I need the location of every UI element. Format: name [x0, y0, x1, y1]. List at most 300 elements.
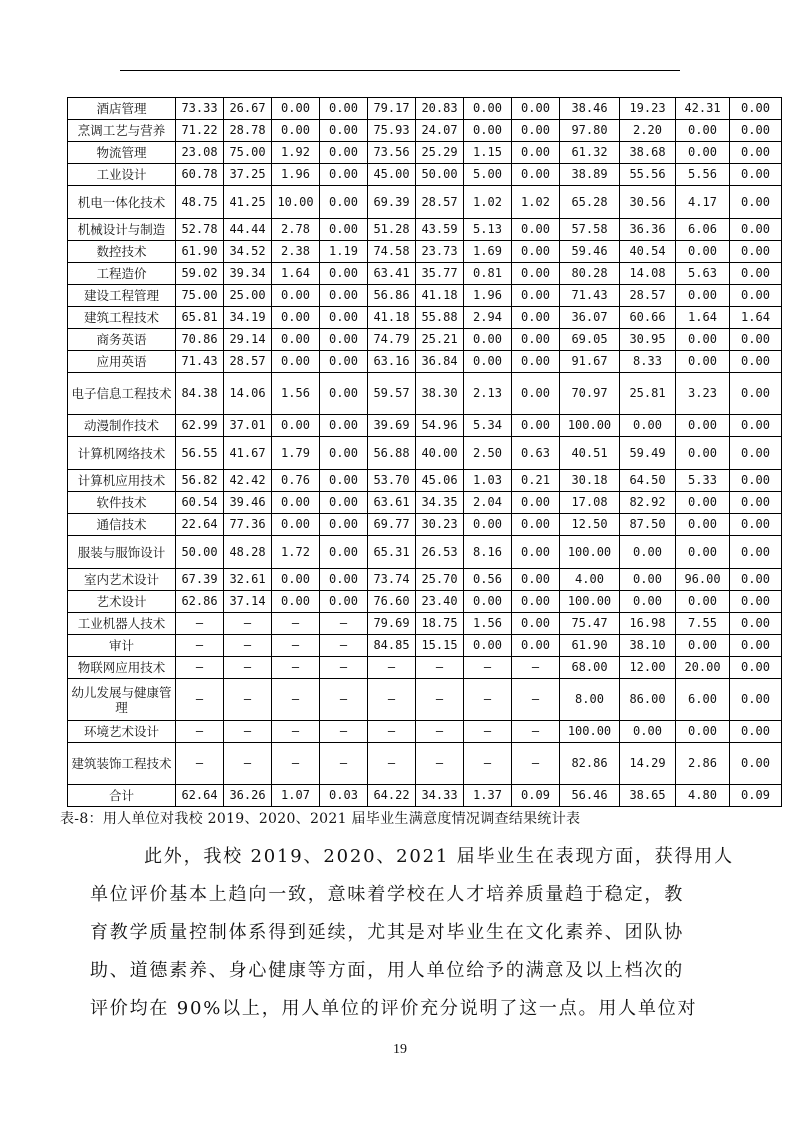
value-cell: 84.85 [368, 635, 416, 657]
value-cell: – [416, 721, 464, 743]
value-cell: 0.00 [464, 329, 512, 351]
table-row [68, 307, 782, 329]
value-cell: 0.00 [676, 142, 730, 164]
major-cell: 通信技术 [68, 514, 176, 536]
value-cell: 0.00 [676, 120, 730, 142]
table-row [68, 437, 782, 470]
value-cell: 0.00 [676, 285, 730, 307]
value-cell: 0.00 [320, 415, 368, 437]
value-cell: 1.03 [464, 470, 512, 492]
value-cell: 0.00 [620, 721, 676, 743]
value-cell: 0.63 [512, 437, 560, 470]
table-row [68, 657, 782, 679]
value-cell: 0.00 [512, 219, 560, 241]
value-cell: 73.74 [368, 569, 416, 591]
value-cell: 0.00 [730, 657, 782, 679]
value-cell: 24.07 [416, 120, 464, 142]
value-cell: 61.90 [560, 635, 620, 657]
value-cell: 0.00 [320, 373, 368, 415]
value-cell: – [512, 721, 560, 743]
value-cell: 14.08 [620, 263, 676, 285]
value-cell: 57.58 [560, 219, 620, 241]
table-row [68, 120, 782, 142]
value-cell: 2.94 [464, 307, 512, 329]
major-cell: 建筑装饰工程技术 [68, 743, 176, 785]
value-cell: 0.00 [320, 307, 368, 329]
value-cell: – [224, 613, 272, 635]
value-cell: 0.00 [272, 415, 320, 437]
value-cell: – [176, 743, 224, 785]
table-row [68, 679, 782, 721]
value-cell: 70.86 [176, 329, 224, 351]
value-cell: 0.00 [512, 569, 560, 591]
value-cell: 0.00 [464, 514, 512, 536]
value-cell: 0.00 [320, 492, 368, 514]
value-cell: 26.67 [224, 98, 272, 120]
major-cell: 电子信息工程技术 [68, 373, 176, 415]
major-cell: 软件技术 [68, 492, 176, 514]
value-cell: 0.00 [272, 98, 320, 120]
value-cell: 19.23 [620, 98, 676, 120]
value-cell: 0.00 [676, 351, 730, 373]
value-cell: 0.00 [730, 241, 782, 263]
value-cell: 45.06 [416, 470, 464, 492]
value-cell: 1.56 [464, 613, 512, 635]
value-cell: 0.00 [730, 329, 782, 351]
value-cell: 34.19 [224, 307, 272, 329]
value-cell: – [512, 679, 560, 721]
value-cell: 0.00 [730, 285, 782, 307]
value-cell: 67.39 [176, 569, 224, 591]
value-cell: 18.75 [416, 613, 464, 635]
value-cell: 38.65 [620, 785, 676, 807]
value-cell: – [176, 657, 224, 679]
value-cell: 1.79 [272, 437, 320, 470]
value-cell: 1.96 [272, 164, 320, 186]
value-cell: – [320, 613, 368, 635]
value-cell: 0.00 [730, 186, 782, 219]
value-cell: 36.84 [416, 351, 464, 373]
value-cell: 0.00 [320, 164, 368, 186]
major-cell: 艺术设计 [68, 591, 176, 613]
value-cell: 52.78 [176, 219, 224, 241]
value-cell: 68.00 [560, 657, 620, 679]
value-cell: 0.00 [320, 186, 368, 219]
paragraph-line: 评价均在 90%以上，用人单位的评价充分说明了这一点。用人单位对 [90, 998, 698, 1019]
value-cell: 0.09 [730, 785, 782, 807]
major-cell: 应用英语 [68, 351, 176, 373]
value-cell: 5.33 [676, 470, 730, 492]
value-cell: – [464, 657, 512, 679]
value-cell: – [320, 679, 368, 721]
paragraph-line: 此外，我校 2019、2020、2021 届毕业生在表现方面，获得用人 [144, 846, 734, 867]
value-cell: 34.33 [416, 785, 464, 807]
value-cell: – [512, 657, 560, 679]
value-cell: 64.22 [368, 785, 416, 807]
value-cell: 28.57 [620, 285, 676, 307]
value-cell: 0.00 [272, 307, 320, 329]
major-cell: 机电一体化技术 [68, 186, 176, 219]
value-cell: 54.96 [416, 415, 464, 437]
value-cell: 2.38 [272, 241, 320, 263]
value-cell: – [416, 679, 464, 721]
value-cell: 0.00 [730, 591, 782, 613]
value-cell: 3.23 [676, 373, 730, 415]
major-cell: 幼儿发展与健康管理 [68, 679, 176, 721]
table-row [68, 415, 782, 437]
value-cell: 0.00 [730, 514, 782, 536]
value-cell: 0.00 [320, 437, 368, 470]
value-cell: 0.00 [272, 569, 320, 591]
value-cell: 8.00 [560, 679, 620, 721]
value-cell: 0.00 [320, 98, 368, 120]
value-cell: 30.23 [416, 514, 464, 536]
major-cell: 建筑工程技术 [68, 307, 176, 329]
value-cell: 96.00 [676, 569, 730, 591]
paragraph-line: 助、道德素养、身心健康等方面，用人单位给予的满意及以上档次的 [90, 960, 684, 981]
value-cell: – [272, 743, 320, 785]
value-cell: 75.00 [176, 285, 224, 307]
value-cell: – [224, 679, 272, 721]
value-cell: 63.16 [368, 351, 416, 373]
value-cell: 0.00 [512, 285, 560, 307]
value-cell: 0.00 [676, 721, 730, 743]
value-cell: 23.08 [176, 142, 224, 164]
value-cell: 36.07 [560, 307, 620, 329]
value-cell: 0.00 [320, 351, 368, 373]
value-cell: 30.95 [620, 329, 676, 351]
value-cell: 0.00 [730, 536, 782, 569]
value-cell: 84.38 [176, 373, 224, 415]
value-cell: 0.00 [464, 98, 512, 120]
value-cell: 60.78 [176, 164, 224, 186]
value-cell: 38.68 [620, 142, 676, 164]
value-cell: 0.56 [464, 569, 512, 591]
major-cell: 物流管理 [68, 142, 176, 164]
value-cell: 70.97 [560, 373, 620, 415]
value-cell: 61.90 [176, 241, 224, 263]
value-cell: 1.07 [272, 785, 320, 807]
value-cell: 0.00 [676, 591, 730, 613]
value-cell: 39.69 [368, 415, 416, 437]
table-row [68, 142, 782, 164]
value-cell: 75.93 [368, 120, 416, 142]
value-cell: 41.18 [416, 285, 464, 307]
major-cell: 工业设计 [68, 164, 176, 186]
value-cell: 4.00 [560, 569, 620, 591]
value-cell: 40.00 [416, 437, 464, 470]
table-row [68, 186, 782, 219]
value-cell: 45.00 [368, 164, 416, 186]
value-cell: 0.00 [620, 415, 676, 437]
value-cell: – [368, 721, 416, 743]
value-cell: – [464, 721, 512, 743]
value-cell: 0.00 [676, 492, 730, 514]
value-cell: 65.81 [176, 307, 224, 329]
value-cell: 50.00 [176, 536, 224, 569]
value-cell: 0.00 [676, 415, 730, 437]
value-cell: 73.56 [368, 142, 416, 164]
page-number: 19 [393, 1042, 407, 1057]
value-cell: 63.41 [368, 263, 416, 285]
value-cell: 41.25 [224, 186, 272, 219]
value-cell: 20.83 [416, 98, 464, 120]
value-cell: 100.00 [560, 721, 620, 743]
value-cell: 73.33 [176, 98, 224, 120]
table-row [68, 351, 782, 373]
value-cell: 0.00 [676, 635, 730, 657]
value-cell: 56.46 [560, 785, 620, 807]
value-cell: 82.92 [620, 492, 676, 514]
value-cell: 0.00 [464, 635, 512, 657]
value-cell: 74.58 [368, 241, 416, 263]
value-cell: 48.75 [176, 186, 224, 219]
table-row [68, 721, 782, 743]
value-cell: 0.00 [512, 120, 560, 142]
value-cell: 37.14 [224, 591, 272, 613]
value-cell: 5.63 [676, 263, 730, 285]
value-cell: 0.00 [730, 263, 782, 285]
header-rule [120, 70, 680, 71]
table-row [68, 219, 782, 241]
value-cell: 1.72 [272, 536, 320, 569]
value-cell: 40.54 [620, 241, 676, 263]
paragraph-line: 育教学质量控制体系得到延续，尤其是对毕业生在文化素养、团队协 [90, 922, 684, 943]
value-cell: 69.77 [368, 514, 416, 536]
value-cell: 71.43 [560, 285, 620, 307]
value-cell: 14.06 [224, 373, 272, 415]
major-cell: 商务英语 [68, 329, 176, 351]
value-cell: 100.00 [560, 415, 620, 437]
value-cell: 0.00 [676, 437, 730, 470]
value-cell: 77.36 [224, 514, 272, 536]
value-cell: – [272, 679, 320, 721]
value-cell: 71.22 [176, 120, 224, 142]
value-cell: 0.00 [320, 591, 368, 613]
value-cell: 20.00 [676, 657, 730, 679]
value-cell: 36.36 [620, 219, 676, 241]
major-cell: 工业机器人技术 [68, 613, 176, 635]
value-cell: 62.64 [176, 785, 224, 807]
paragraph-line: 单位评价基本上趋向一致，意味着学校在人才培养质量趋于稳定，教 [90, 884, 684, 905]
value-cell: 0.00 [676, 241, 730, 263]
value-cell: 2.86 [676, 743, 730, 785]
value-cell: 60.54 [176, 492, 224, 514]
table-row [68, 329, 782, 351]
value-cell: 1.15 [464, 142, 512, 164]
value-cell: – [272, 635, 320, 657]
value-cell: 0.00 [730, 120, 782, 142]
value-cell: 0.00 [512, 98, 560, 120]
major-cell: 室内艺术设计 [68, 569, 176, 591]
value-cell: 0.00 [512, 351, 560, 373]
major-cell: 机械设计与制造 [68, 219, 176, 241]
value-cell: – [176, 679, 224, 721]
value-cell: 43.59 [416, 219, 464, 241]
value-cell: 0.00 [320, 142, 368, 164]
value-cell: 2.04 [464, 492, 512, 514]
value-cell: 79.69 [368, 613, 416, 635]
value-cell: 38.46 [560, 98, 620, 120]
value-cell: 0.00 [320, 329, 368, 351]
value-cell: 25.00 [224, 285, 272, 307]
value-cell: 7.55 [676, 613, 730, 635]
value-cell: – [368, 657, 416, 679]
major-cell: 服装与服饰设计 [68, 536, 176, 569]
table-row [68, 263, 782, 285]
value-cell: 64.50 [620, 470, 676, 492]
value-cell: 69.39 [368, 186, 416, 219]
value-cell: 0.00 [730, 470, 782, 492]
value-cell: 0.00 [512, 415, 560, 437]
value-cell: 41.18 [368, 307, 416, 329]
value-cell: 4.17 [676, 186, 730, 219]
value-cell: 29.14 [224, 329, 272, 351]
value-cell: 34.52 [224, 241, 272, 263]
value-cell: 62.99 [176, 415, 224, 437]
value-cell: 8.33 [620, 351, 676, 373]
value-cell: 1.64 [676, 307, 730, 329]
value-cell: 0.00 [676, 536, 730, 569]
value-cell: 5.56 [676, 164, 730, 186]
value-cell: 59.46 [560, 241, 620, 263]
table-row [68, 591, 782, 613]
value-cell: 1.37 [464, 785, 512, 807]
value-cell: – [224, 743, 272, 785]
value-cell: 12.00 [620, 657, 676, 679]
table-row [68, 492, 782, 514]
value-cell: 1.19 [320, 241, 368, 263]
value-cell: 0.00 [676, 514, 730, 536]
major-cell: 烹调工艺与营养 [68, 120, 176, 142]
value-cell: 0.00 [272, 591, 320, 613]
major-cell: 动漫制作技术 [68, 415, 176, 437]
value-cell: 23.40 [416, 591, 464, 613]
value-cell: 37.25 [224, 164, 272, 186]
value-cell: 0.00 [730, 437, 782, 470]
value-cell: 0.00 [730, 142, 782, 164]
value-cell: 26.53 [416, 536, 464, 569]
table-body [68, 98, 782, 807]
value-cell: 30.18 [560, 470, 620, 492]
value-cell: 42.42 [224, 470, 272, 492]
value-cell: 55.88 [416, 307, 464, 329]
value-cell: 32.61 [224, 569, 272, 591]
value-cell: 62.86 [176, 591, 224, 613]
value-cell: 59.49 [620, 437, 676, 470]
value-cell: 51.28 [368, 219, 416, 241]
value-cell: 0.00 [512, 142, 560, 164]
value-cell: 0.81 [464, 263, 512, 285]
value-cell: 82.86 [560, 743, 620, 785]
value-cell: 41.67 [224, 437, 272, 470]
value-cell: 10.00 [272, 186, 320, 219]
value-cell: 39.34 [224, 263, 272, 285]
value-cell: 0.03 [320, 785, 368, 807]
value-cell: 5.34 [464, 415, 512, 437]
value-cell: 0.00 [512, 241, 560, 263]
value-cell: 87.50 [620, 514, 676, 536]
value-cell: 0.00 [512, 164, 560, 186]
value-cell: 0.00 [512, 307, 560, 329]
major-cell: 工程造价 [68, 263, 176, 285]
value-cell: 0.00 [512, 536, 560, 569]
value-cell: 0.76 [272, 470, 320, 492]
value-cell: 69.05 [560, 329, 620, 351]
table-row [68, 373, 782, 415]
value-cell: 1.02 [512, 186, 560, 219]
major-cell: 环境艺术设计 [68, 721, 176, 743]
value-cell: 6.06 [676, 219, 730, 241]
value-cell: 0.00 [730, 164, 782, 186]
value-cell: 53.70 [368, 470, 416, 492]
value-cell: 1.69 [464, 241, 512, 263]
table-row [68, 536, 782, 569]
value-cell: 0.00 [272, 514, 320, 536]
value-cell: 5.13 [464, 219, 512, 241]
table-row [68, 635, 782, 657]
major-cell: 计算机应用技术 [68, 470, 176, 492]
value-cell: 0.00 [512, 635, 560, 657]
value-cell: 0.00 [730, 743, 782, 785]
value-cell: 56.88 [368, 437, 416, 470]
value-cell: 2.50 [464, 437, 512, 470]
value-cell: 56.86 [368, 285, 416, 307]
value-cell: 30.56 [620, 186, 676, 219]
major-cell: 建设工程管理 [68, 285, 176, 307]
value-cell: – [272, 657, 320, 679]
value-cell: 0.00 [272, 351, 320, 373]
value-cell: 0.00 [676, 329, 730, 351]
value-cell: – [176, 635, 224, 657]
value-cell: – [176, 721, 224, 743]
value-cell: 1.96 [464, 285, 512, 307]
value-cell: 36.26 [224, 785, 272, 807]
table-row [68, 98, 782, 120]
value-cell: 1.64 [730, 307, 782, 329]
value-cell: 100.00 [560, 536, 620, 569]
value-cell: 0.00 [620, 569, 676, 591]
satisfaction-table [67, 97, 782, 807]
value-cell: 80.28 [560, 263, 620, 285]
value-cell: 44.44 [224, 219, 272, 241]
value-cell: 16.98 [620, 613, 676, 635]
value-cell: 65.28 [560, 186, 620, 219]
value-cell: 75.47 [560, 613, 620, 635]
value-cell: 75.00 [224, 142, 272, 164]
value-cell: – [464, 679, 512, 721]
value-cell: 59.02 [176, 263, 224, 285]
value-cell: 0.00 [320, 120, 368, 142]
table-caption: 表-8：用人单位对我校 2019、2020、2021 届毕业生满意度情况调查结果统计表 [60, 811, 581, 827]
value-cell: 0.00 [730, 98, 782, 120]
table-row [68, 785, 782, 807]
value-cell: 56.82 [176, 470, 224, 492]
value-cell: 0.00 [730, 373, 782, 415]
table-row [68, 514, 782, 536]
value-cell: 71.43 [176, 351, 224, 373]
value-cell: 97.80 [560, 120, 620, 142]
value-cell: 55.56 [620, 164, 676, 186]
value-cell: 42.31 [676, 98, 730, 120]
value-cell: – [368, 743, 416, 785]
value-cell: 2.20 [620, 120, 676, 142]
value-cell: 34.35 [416, 492, 464, 514]
value-cell: 56.55 [176, 437, 224, 470]
value-cell: 0.00 [272, 120, 320, 142]
value-cell: 0.00 [320, 536, 368, 569]
value-cell: 22.64 [176, 514, 224, 536]
